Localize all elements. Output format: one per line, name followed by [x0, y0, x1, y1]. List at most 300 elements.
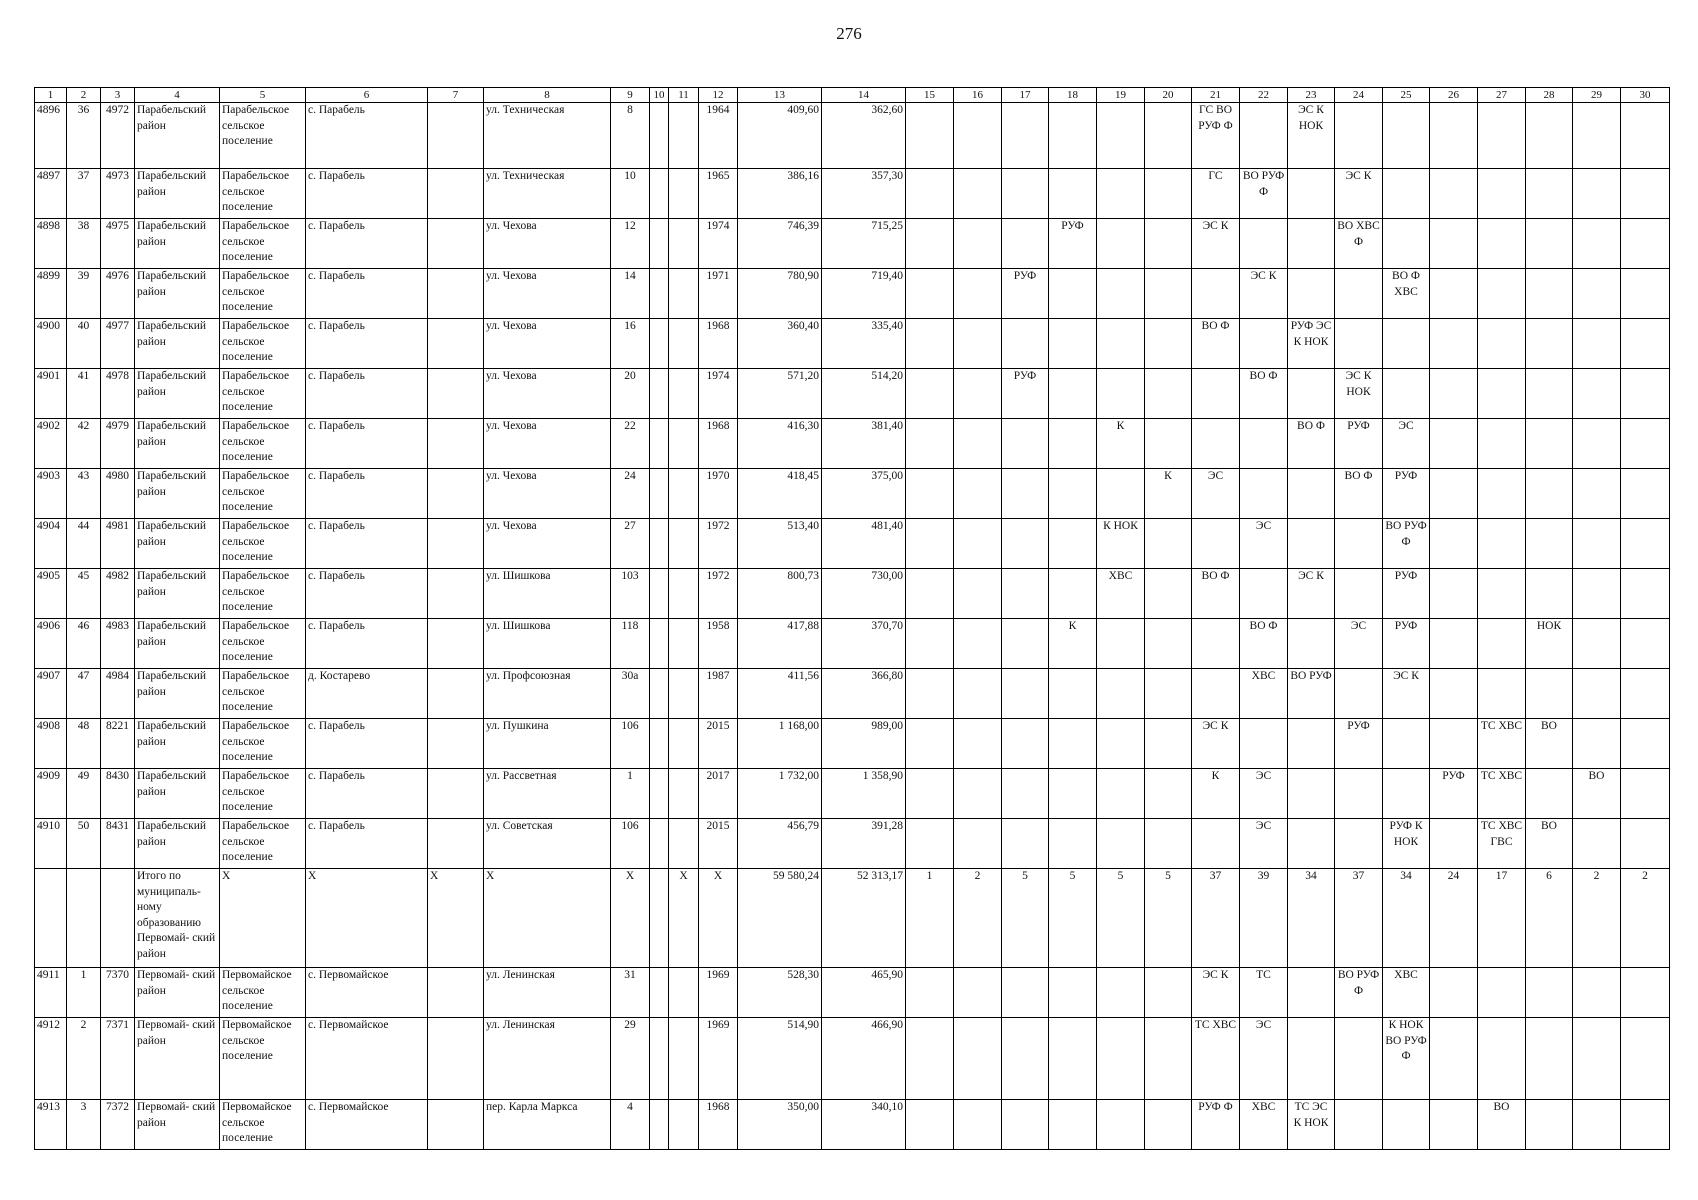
cell-text: 4980: [106, 470, 129, 482]
table-cell-col-7: [428, 319, 484, 369]
cell-text: 1970: [706, 470, 730, 482]
table-cell-col-11: [669, 269, 699, 319]
cell-text: ЭС К НОК: [1298, 104, 1324, 132]
cell-text: 106: [621, 720, 639, 732]
table-cell-col-11: [669, 319, 699, 369]
table-cell-col-2: [67, 169, 101, 219]
table-cell-col-25: [1383, 519, 1430, 569]
table-cell-col-18: [1049, 419, 1097, 469]
table-cell-col-18: [1049, 219, 1097, 269]
table-cell-col-20: [1145, 103, 1192, 169]
table-cell-col-27: [1478, 319, 1526, 369]
cell-text: 1958: [706, 620, 730, 632]
table-cell-col-14: [822, 319, 906, 369]
table-cell-col-12: [699, 769, 738, 819]
table-cell-col-1: [35, 1100, 67, 1150]
cell-text: ЭС К: [1202, 720, 1229, 732]
cell-text: 340,10: [871, 1101, 903, 1113]
column-number-12: 12: [699, 88, 738, 103]
cell-text: Парабельский район: [137, 570, 207, 598]
table-row: [35, 419, 1670, 469]
table-cell-col-21: [1192, 869, 1240, 968]
table-cell-col-28: [1526, 1018, 1573, 1100]
table-cell-col-25: [1383, 769, 1430, 819]
table-cell-col-25: [1383, 319, 1430, 369]
column-number-8: 8: [484, 88, 611, 103]
table-cell-col-19: [1097, 719, 1145, 769]
table-cell-col-19: [1097, 669, 1145, 719]
cell-text: 59 580,24: [773, 870, 819, 882]
cell-text: 4905: [37, 570, 60, 582]
cell-text: ХВС: [1251, 670, 1276, 682]
table-cell-col-19: [1097, 569, 1145, 619]
table-cell-col-15: [906, 319, 954, 369]
table-cell-col-2: [67, 419, 101, 469]
cell-text: ГС: [1208, 170, 1223, 182]
table-cell-col-20: [1145, 619, 1192, 669]
table-cell-col-16: [954, 169, 1002, 219]
table-cell-col-5: [220, 669, 306, 719]
table-cell-col-22: [1240, 968, 1288, 1018]
cell-text: 466,90: [871, 1019, 903, 1031]
table-cell-col-14: [822, 669, 906, 719]
cell-text: 5: [1117, 870, 1124, 882]
table-cell-col-17: [1002, 369, 1049, 419]
table-cell-col-30: [1621, 319, 1670, 369]
table-cell-col-4: [135, 319, 220, 369]
table-cell-col-16: [954, 869, 1002, 968]
table-cell-col-27: [1478, 519, 1526, 569]
cell-text: Парабельский район: [137, 270, 207, 298]
column-number-6: 6: [306, 88, 428, 103]
table-cell-col-15: [906, 1100, 954, 1150]
table-cell-col-29: [1573, 719, 1621, 769]
table-cell-col-30: [1621, 1018, 1670, 1100]
table-cell-col-27: [1478, 569, 1526, 619]
table-cell-col-13: [738, 369, 822, 419]
table-cell-col-6: [306, 269, 428, 319]
table-cell-col-9: [611, 869, 650, 968]
cell-text: Парабельское сельское поселение: [222, 720, 290, 763]
table-cell-col-1: [35, 319, 67, 369]
table-cell-col-15: [906, 419, 954, 469]
table-cell-col-5: [220, 419, 306, 469]
cell-text: 4908: [37, 720, 60, 732]
table-cell-col-20: [1145, 719, 1192, 769]
table-cell-col-30: [1621, 269, 1670, 319]
table-cell-col-5: [220, 269, 306, 319]
cell-text: 4907: [37, 670, 60, 682]
cell-text: 362,60: [871, 104, 903, 116]
table-cell-col-19: [1097, 419, 1145, 469]
table-cell-col-28: [1526, 1100, 1573, 1150]
table-cell-col-6: [306, 619, 428, 669]
table-row: [35, 819, 1670, 869]
table-cell-col-11: [669, 169, 699, 219]
cell-text: РУФ: [1013, 270, 1037, 282]
table-cell-col-22: [1240, 519, 1288, 569]
table-cell-col-15: [906, 819, 954, 869]
cell-text: Парабельское сельское поселение: [222, 170, 290, 213]
table-row: [35, 869, 1670, 968]
table-cell-col-22: [1240, 819, 1288, 869]
cell-text: ЭС К НОК: [1345, 370, 1372, 398]
table-cell-col-30: [1621, 519, 1670, 569]
table-cell-col-23: [1288, 269, 1335, 319]
cell-text: Парабельское сельское поселение: [222, 270, 290, 313]
table-cell-col-15: [906, 719, 954, 769]
table-cell-col-22: [1240, 269, 1288, 319]
cell-text: 46: [77, 620, 90, 632]
table-cell-col-12: [699, 619, 738, 669]
table-cell-col-8: [484, 219, 611, 269]
table-cell-col-21: [1192, 319, 1240, 369]
table-cell-col-9: [611, 269, 650, 319]
column-number-3: 3: [101, 88, 135, 103]
table-cell-col-24: [1335, 319, 1383, 369]
table-cell-col-13: [738, 619, 822, 669]
column-number-28: 28: [1526, 88, 1573, 103]
cell-text: д. Костарево: [308, 670, 371, 682]
table-cell-col-20: [1145, 669, 1192, 719]
table-cell-col-13: [738, 269, 822, 319]
table-cell-col-1: [35, 519, 67, 569]
table-cell-col-22: [1240, 219, 1288, 269]
cell-text: с. Парабель: [308, 770, 365, 782]
cell-text: 1965: [706, 170, 730, 182]
table-cell-col-3: [101, 369, 135, 419]
cell-text: 44: [77, 520, 90, 532]
table-cell-col-5: [220, 219, 306, 269]
table-cell-col-1: [35, 369, 67, 419]
table-cell-col-6: [306, 719, 428, 769]
table-cell-col-3: [101, 968, 135, 1018]
table-cell-col-14: [822, 769, 906, 819]
table-cell-col-17: [1002, 103, 1049, 169]
cell-text: 37: [77, 170, 90, 182]
table-cell-col-23: [1288, 819, 1335, 869]
cell-text: 409,60: [787, 104, 819, 116]
table-cell-col-26: [1430, 369, 1478, 419]
table-cell-col-1: [35, 103, 67, 169]
cell-text: 381,40: [871, 420, 903, 432]
table-cell-col-15: [906, 519, 954, 569]
cell-text: РУФ Ф: [1198, 1101, 1233, 1113]
cell-text: 1972: [706, 570, 730, 582]
table-cell-col-7: [428, 669, 484, 719]
table-cell-col-16: [954, 619, 1002, 669]
table-cell-col-27: [1478, 169, 1526, 219]
table-cell-col-14: [822, 619, 906, 669]
table-cell-col-16: [954, 219, 1002, 269]
table-cell-col-25: [1383, 968, 1430, 1018]
table-cell-col-9: [611, 169, 650, 219]
table-cell-col-26: [1430, 419, 1478, 469]
cell-text: Парабельский район: [137, 770, 207, 798]
table-cell-col-29: [1573, 319, 1621, 369]
cell-text: 50: [77, 820, 90, 832]
cell-text: с. Парабель: [308, 820, 365, 832]
cell-text: 481,40: [871, 520, 903, 532]
table-cell-col-11: [669, 968, 699, 1018]
table-cell-col-29: [1573, 103, 1621, 169]
table-cell-col-1: [35, 968, 67, 1018]
cell-text: Парабельское сельское поселение: [222, 470, 290, 513]
cell-text: ул. Ленинская: [486, 969, 555, 981]
table-cell-col-24: [1335, 569, 1383, 619]
cell-text: 1 358,90: [862, 770, 903, 782]
cell-text: 2: [974, 870, 981, 882]
table-cell-col-26: [1430, 619, 1478, 669]
table-cell-col-15: [906, 769, 954, 819]
cell-text: ЭС К: [1345, 170, 1372, 182]
cell-text: 38: [77, 220, 90, 232]
table-cell-col-18: [1049, 769, 1097, 819]
table-cell-col-17: [1002, 469, 1049, 519]
table-cell-col-5: [220, 569, 306, 619]
table-cell-col-2: [67, 968, 101, 1018]
cell-text: ТС ХВС: [1480, 720, 1523, 732]
table-row: [35, 519, 1670, 569]
table-cell-col-22: [1240, 869, 1288, 968]
table-cell-col-9: [611, 469, 650, 519]
table-cell-col-25: [1383, 719, 1430, 769]
cell-text: ХВС: [1251, 1101, 1276, 1113]
table-cell-col-18: [1049, 469, 1097, 519]
table-cell-col-16: [954, 319, 1002, 369]
table-cell-col-10: [650, 519, 669, 569]
table-cell-col-24: [1335, 619, 1383, 669]
cell-text: Х: [222, 870, 231, 882]
table-cell-col-13: [738, 968, 822, 1018]
table-row: [35, 469, 1670, 519]
cell-text: 34: [1400, 870, 1412, 882]
cell-text: ул. Чехова: [486, 420, 537, 432]
table-cell-col-11: [669, 103, 699, 169]
cell-text: 37: [1352, 870, 1365, 882]
table-cell-col-17: [1002, 869, 1049, 968]
cell-text: ХВС: [1394, 969, 1418, 981]
cell-text: с. Парабель: [308, 620, 365, 632]
table-cell-col-9: [611, 968, 650, 1018]
cell-text: 5: [1069, 870, 1076, 882]
table-cell-col-21: [1192, 619, 1240, 669]
table-cell-col-17: [1002, 519, 1049, 569]
table-cell-col-23: [1288, 369, 1335, 419]
table-cell-col-15: [906, 1018, 954, 1100]
table-row: [35, 369, 1670, 419]
column-number-5: 5: [220, 88, 306, 103]
table-cell-col-29: [1573, 169, 1621, 219]
table-cell-col-16: [954, 819, 1002, 869]
cell-text: 1974: [706, 370, 730, 382]
table-cell-col-14: [822, 519, 906, 569]
cell-text: ВО Ф: [1297, 420, 1325, 432]
cell-text: Первомайское сельское поселение: [222, 1019, 292, 1062]
table-cell-col-3: [101, 719, 135, 769]
column-number-7: 7: [428, 88, 484, 103]
table-cell-col-16: [954, 419, 1002, 469]
table-cell-col-21: [1192, 103, 1240, 169]
cell-text: ВО: [1541, 820, 1557, 832]
table-cell-col-25: [1383, 569, 1430, 619]
table-cell-col-24: [1335, 519, 1383, 569]
table-cell-col-5: [220, 103, 306, 169]
cell-text: РУФ: [1442, 770, 1465, 782]
table-cell-col-11: [669, 1018, 699, 1100]
table-cell-col-1: [35, 1018, 67, 1100]
table-cell-col-5: [220, 1100, 306, 1150]
table-cell-col-8: [484, 1018, 611, 1100]
register-table: [34, 87, 1670, 1150]
cell-text: 357,30: [871, 170, 903, 182]
cell-text: 39: [77, 270, 90, 282]
cell-text: 17: [1495, 870, 1508, 882]
table-cell-col-28: [1526, 769, 1573, 819]
table-cell-col-28: [1526, 519, 1573, 569]
table-cell-col-6: [306, 769, 428, 819]
table-cell-col-4: [135, 419, 220, 469]
table-cell-col-25: [1383, 419, 1430, 469]
cell-text: Итого по муниципаль- ному образованию Первомай- ский район: [137, 870, 216, 960]
table-cell-col-17: [1002, 719, 1049, 769]
cell-text: ВО Ф: [1249, 370, 1278, 382]
table-cell-col-12: [699, 169, 738, 219]
cell-text: ул. Профсоюзная: [486, 670, 571, 682]
cell-text: ул. Советская: [486, 820, 553, 832]
table-cell-col-9: [611, 1100, 650, 1150]
cell-text: 513,40: [787, 520, 819, 532]
cell-text: 1 168,00: [778, 720, 819, 732]
table-cell-col-22: [1240, 719, 1288, 769]
table-cell-col-17: [1002, 619, 1049, 669]
table-cell-col-13: [738, 219, 822, 269]
cell-text: Парабельское сельское поселение: [222, 220, 290, 263]
cell-text: 571,20: [787, 370, 819, 382]
table-cell-col-12: [699, 269, 738, 319]
table-row: [35, 569, 1670, 619]
table-cell-col-6: [306, 819, 428, 869]
table-row: [35, 1018, 1670, 1100]
cell-text: с. Первомайское: [308, 969, 389, 981]
cell-text: 465,90: [871, 969, 903, 981]
cell-text: 2: [1593, 870, 1600, 882]
cell-text: 2: [80, 1019, 87, 1031]
table-cell-col-22: [1240, 1100, 1288, 1150]
table-cell-col-20: [1145, 769, 1192, 819]
table-row: [35, 269, 1670, 319]
table-cell-col-24: [1335, 669, 1383, 719]
table-cell-col-4: [135, 869, 220, 968]
table-cell-col-30: [1621, 968, 1670, 1018]
table-cell-col-30: [1621, 869, 1670, 968]
cell-text: 52 313,17: [857, 870, 903, 882]
table-cell-col-11: [669, 1100, 699, 1150]
cell-text: РУФ: [1347, 720, 1370, 732]
cell-text: 37: [1209, 870, 1222, 882]
cell-text: 4902: [37, 420, 60, 432]
table-cell-col-22: [1240, 103, 1288, 169]
cell-text: Парабельский район: [137, 820, 207, 848]
table-cell-col-29: [1573, 469, 1621, 519]
table-cell-col-20: [1145, 169, 1192, 219]
cell-text: 1974: [706, 220, 730, 232]
table-cell-col-4: [135, 669, 220, 719]
cell-text: ул. Чехова: [486, 520, 537, 532]
table-cell-col-9: [611, 819, 650, 869]
table-cell-col-20: [1145, 819, 1192, 869]
table-cell-col-12: [699, 219, 738, 269]
cell-text: 2: [1642, 870, 1648, 882]
table-cell-col-9: [611, 669, 650, 719]
table-cell-col-22: [1240, 1018, 1288, 1100]
table-cell-col-30: [1621, 669, 1670, 719]
cell-text: 14: [624, 270, 636, 282]
table-cell-col-18: [1049, 719, 1097, 769]
cell-text: Парабельское сельское поселение: [222, 670, 290, 713]
cell-text: 418,45: [787, 470, 819, 482]
cell-text: 24: [1447, 870, 1460, 882]
table-cell-col-1: [35, 819, 67, 869]
table-cell-col-1: [35, 619, 67, 669]
table-cell-col-26: [1430, 569, 1478, 619]
table-cell-col-24: [1335, 219, 1383, 269]
cell-text: 366,80: [871, 670, 903, 682]
table-cell-col-10: [650, 769, 669, 819]
column-number-23: 23: [1288, 88, 1335, 103]
table-cell-col-8: [484, 519, 611, 569]
column-number-19: 19: [1097, 88, 1145, 103]
table-cell-col-16: [954, 103, 1002, 169]
cell-text: 4975: [106, 220, 129, 232]
cell-text: ЭС: [1255, 1019, 1272, 1031]
table-cell-col-26: [1430, 819, 1478, 869]
cell-text: с. Парабель: [308, 320, 365, 332]
table-cell-col-30: [1621, 1100, 1670, 1150]
table-cell-col-10: [650, 103, 669, 169]
column-number-row: [35, 88, 1670, 103]
cell-text: 780,90: [787, 270, 819, 282]
cell-text: 34: [1305, 870, 1317, 882]
table-cell-col-9: [611, 1018, 650, 1100]
table-cell-col-3: [101, 419, 135, 469]
table-cell-col-8: [484, 769, 611, 819]
table-cell-col-6: [306, 219, 428, 269]
table-cell-col-24: [1335, 819, 1383, 869]
table-cell-col-26: [1430, 219, 1478, 269]
column-number-4: 4: [135, 88, 220, 103]
table-cell-col-26: [1430, 719, 1478, 769]
table-cell-col-13: [738, 869, 822, 968]
table-cell-col-22: [1240, 469, 1288, 519]
table-cell-col-8: [484, 819, 611, 869]
cell-text: ул. Чехова: [486, 320, 537, 332]
cell-text: Х: [713, 870, 723, 882]
table-cell-col-29: [1573, 619, 1621, 669]
table-cell-col-4: [135, 369, 220, 419]
table-cell-col-24: [1335, 719, 1383, 769]
cell-text: 48: [77, 720, 90, 732]
cell-text: 2015: [706, 820, 730, 832]
cell-text: 49: [77, 770, 90, 782]
table-cell-col-27: [1478, 103, 1526, 169]
table-cell-col-1: [35, 669, 67, 719]
table-cell-col-15: [906, 968, 954, 1018]
table-cell-col-19: [1097, 103, 1145, 169]
cell-text: 31: [624, 969, 636, 981]
cell-text: 2015: [706, 720, 730, 732]
cell-text: 8431: [106, 820, 129, 832]
